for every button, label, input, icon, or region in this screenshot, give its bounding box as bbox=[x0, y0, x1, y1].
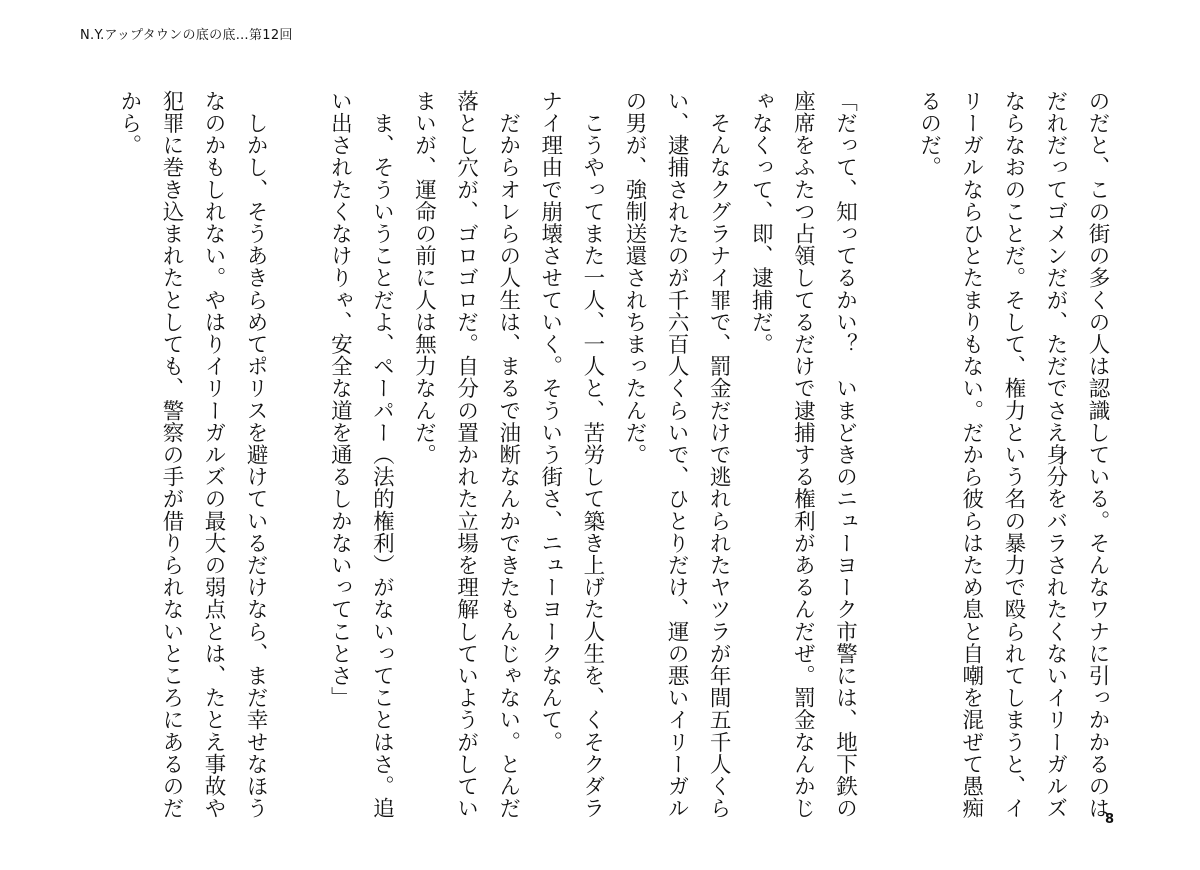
page-number: 8 bbox=[1105, 812, 1115, 827]
paragraph-spacer bbox=[865, 90, 907, 835]
paragraph: だからオレらの人生は、まるで油断なんかできたもんじゃない。とんだ落とし穴が、ゴロゴロだ。自分の置かれた立場を理解していようがしていまいが、運命の前に人は無力なんだ。 bbox=[411, 90, 521, 820]
paragraph: こうやってまた一人、一人と、苦労して築き上げた人生を、くそクダラナイ理由で崩壊させていく。そういう街さ、ニューヨークなんて。 bbox=[537, 90, 605, 820]
vertical-body-text bbox=[78, 90, 1118, 835]
running-header: N.Y.アップタウンの底の底…第12回 bbox=[80, 28, 293, 43]
paragraph: ま、そういうことだよ、ペーパー（法的権利）がないってことはさ。追い出されたくなけりゃ、安全な道を通るしかないってことさ」 bbox=[327, 90, 395, 820]
paragraph-spacer bbox=[276, 90, 318, 835]
paragraph: のだと、この街の多くの人は認識している。そんなワナに引っかかるのはだれだってゴメンだが、ただでさえ身分をバラされたくないイリーガルズならなおのことだ。そして、権力という名の暴力で殴られてしまうと、イリーガルならひとたまりもない。だから彼らはため息と自嘲を混ぜて愚痴るのだ。 bbox=[916, 90, 1110, 820]
paragraph: しかし、そうあきらめてポリスを避けているだけなら、まだ幸せなほうなのかもしれない。やはりイリーガルズの最大の弱点とは、たとえ事故や犯罪に巻き込まれたとしても、警察の手が借りられないところにあるのだから。 bbox=[116, 90, 269, 820]
paragraph: 「だって、知ってるかい？ いまどきのニューヨーク市警には、地下鉄の座席をふたつ占領してるだけで逮捕する権利があるんだぜ。罰金なんかじゃなくって、即、逮捕だ。 bbox=[748, 90, 858, 820]
paragraph: そんなクグラナイ罪で、罰金だけで逃れられたヤツラが年間五千人くらい、逮捕されたのが千六百人くらいで、ひとりだけ、運の悪いイリーガルの男が、強制送還されちまったんだ。 bbox=[621, 90, 732, 820]
